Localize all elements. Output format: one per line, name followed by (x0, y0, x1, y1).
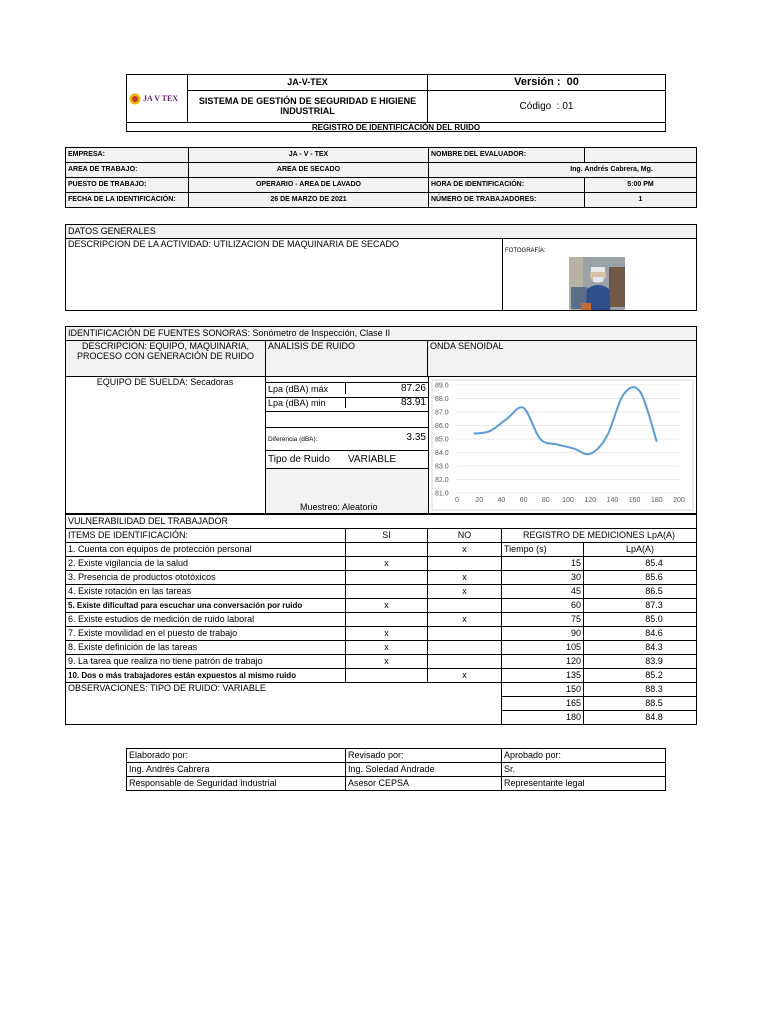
activity-description: DESCRIPCION DE LA ACTIVIDAD: UTILIZACION DE MAQUINARIA DE SECADO (66, 239, 503, 311)
item-no (428, 557, 502, 571)
item-si: x (346, 557, 428, 571)
elaborado-name: Ing. Andrés Cabrera (127, 763, 346, 777)
measurement-time: 75 (502, 613, 584, 627)
measurement-time: 150 (502, 683, 584, 697)
diff-row (266, 427, 428, 451)
sources-desc-header: DESCRIPCION: EQUIPO, MAQUINARIA, PROCESO CON GENERACIÓN DE RUIDO (66, 341, 266, 377)
vulnerability-title: VULNERABILIDAD DEL TRABAJADOR (66, 515, 697, 529)
trabajadores-label: NÚMERO DE TRABAJADORES: (429, 193, 585, 208)
measurement-lpa: 84.6 (584, 627, 697, 641)
type-row (266, 450, 428, 469)
analysis-header: ANALISIS DE RUIDO (266, 341, 428, 377)
revisado-role: Asesor CEPSA (346, 777, 502, 791)
logo-cell (127, 75, 188, 123)
observations: OBSERVACIONES: TIPO DE RUIDO: VARIABLE (66, 683, 502, 725)
item-text: 9. La tarea que realiza no tiene patrón de trabajo (66, 655, 346, 669)
type-value: VARIABLE (348, 454, 397, 465)
aprobado-label: Aprobado por: (502, 749, 666, 763)
y-tick-label: 87.0 (435, 409, 449, 417)
si-header: SI (346, 529, 428, 543)
code-label: Código : 01 (428, 91, 666, 123)
measurement-time: 45 (502, 585, 584, 599)
vulnerability-row (66, 627, 697, 641)
measurement-lpa: 84.3 (584, 641, 697, 655)
item-no: x (428, 669, 502, 683)
measurement-time: 120 (502, 655, 584, 669)
item-text: 8. Existe definición de las tareas (66, 641, 346, 655)
x-tick-label: 40 (497, 497, 506, 504)
item-text: 1. Cuenta con equipos de protección personal (66, 543, 346, 557)
evaluador-label: NOMBRE DEL EVALUADOR: (429, 148, 585, 163)
lpa-max-value: 87.26 (345, 383, 426, 394)
vulnerability-table (65, 514, 697, 725)
lpa-max-label: Lpa (dBA) máx (268, 384, 329, 394)
item-si: x (346, 641, 428, 655)
y-tick-label: 84.0 (435, 450, 449, 457)
vulnerability-row (66, 641, 697, 655)
y-tick-label: 85.0 (435, 436, 449, 444)
item-si (346, 571, 428, 585)
x-tick-label: 60 (519, 497, 528, 504)
x-tick-label: 200 (673, 497, 685, 504)
item-text: 3. Presencia de productos ototóxicos (66, 571, 346, 585)
hora-label: HORA DE IDENTIFICACIÓN: (429, 178, 585, 193)
measurement-lpa: 87.3 (584, 599, 697, 613)
vulnerability-row (66, 571, 697, 585)
version-label: Versión : 00 (428, 75, 666, 91)
elaborado-role: Responsable de Seguridad Industrial (127, 777, 346, 791)
vulnerability-row (66, 557, 697, 571)
y-tick-label: 83.0 (435, 463, 449, 471)
sources-title: IDENTIFICACIÓN DE FUENTES SONORAS: Sonómetro de Inspección, Clase II (66, 327, 697, 341)
observation-row (66, 683, 697, 697)
sine-wave-chart-svg (429, 377, 696, 513)
revisado-label: Revisado por: (346, 749, 502, 763)
registro-header: REGISTRO DE MEDICIONES LpA(A) (502, 529, 697, 543)
x-tick-label: 160 (628, 497, 641, 504)
item-no (428, 599, 502, 613)
item-no: x (428, 585, 502, 599)
sources-table (65, 326, 697, 377)
measurement-lpa: 85.0 (584, 613, 697, 627)
aprobado-name: Sr. (502, 763, 666, 777)
item-si: x (346, 599, 428, 613)
worker-photo-image (569, 257, 625, 311)
signatures-table (126, 748, 666, 791)
lpa-min-row (266, 397, 428, 412)
item-si (346, 613, 428, 627)
item-si (346, 585, 428, 599)
evaluador-empty (585, 148, 697, 163)
type-label: Tipo de Ruido (268, 454, 330, 465)
general-data-table (65, 224, 697, 311)
sampling-area (266, 469, 428, 513)
lpa-header: LpA(A) (584, 543, 697, 557)
puesto-label: PUESTO DE TRABAJO: (66, 178, 189, 193)
measurement-lpa: 85.6 (584, 571, 697, 585)
item-si: x (346, 627, 428, 641)
item-no (428, 655, 502, 669)
diff-label: Diferencia (dBA): (268, 436, 318, 443)
y-tick-label: 81.0 (435, 490, 449, 498)
aprobado-role: Representante legal (502, 777, 666, 791)
worker-photo (569, 257, 625, 311)
measurement-time: 90 (502, 627, 584, 641)
measurement-time: 60 (502, 599, 584, 613)
fecha-value: 26 DE MARZO DE 2021 (189, 193, 429, 208)
x-tick-label: 180 (650, 497, 663, 504)
item-text: 10. Dos o más trabajadores están expuestos al mismo ruido (66, 669, 346, 683)
x-tick-label: 120 (584, 497, 597, 504)
vulnerability-row (66, 599, 697, 613)
area-label: AREA DE TRABAJO: (66, 163, 189, 178)
lpa-min-label: Lpa (dBA) min (268, 398, 326, 408)
wave-header: ONDA SENOIDAL (428, 341, 697, 377)
general-title: DATOS GENERALES (66, 225, 697, 239)
vulnerability-row (66, 585, 697, 599)
x-tick-label: 80 (541, 497, 550, 504)
elaborado-label: Elaborado por: (127, 749, 346, 763)
trabajadores-value: 1 (585, 193, 697, 208)
logo-mark-icon (129, 92, 141, 106)
measurement-lpa: 84.8 (584, 711, 697, 725)
vulnerability-row (66, 669, 697, 683)
lpa-min-value: 83.91 (345, 397, 426, 408)
photo-label: FOTOGRAFÍA: (505, 248, 546, 254)
revisado-name: Ing. Soledad Andrade (346, 763, 502, 777)
sampling-label: Muestreo: Aleatorio (300, 502, 378, 512)
info-table (65, 147, 697, 208)
item-text: 6. Existe estudios de medición de ruido laboral (66, 613, 346, 627)
vulnerability-row (66, 543, 697, 557)
evaluador-value: Ing. Andrés Cabrera, Mg. (429, 163, 697, 178)
item-no (428, 641, 502, 655)
item-no: x (428, 543, 502, 557)
item-no (428, 627, 502, 641)
system-title: SISTEMA DE GESTIÓN DE SEGURIDAD E HIGIENE INDUSTRIAL (188, 91, 428, 123)
area-value: AREA DE SECADO (189, 163, 429, 178)
no-header: NO (428, 529, 502, 543)
item-si: x (346, 655, 428, 669)
photo-cell (503, 239, 697, 311)
vulnerability-row (66, 655, 697, 669)
vulnerability-row (66, 613, 697, 627)
diff-value: 3.35 (406, 432, 426, 443)
x-tick-label: 0 (455, 497, 459, 504)
y-tick-label: 86.0 (435, 423, 449, 430)
equipment-name: EQUIPO DE SUELDA: Secadoras (96, 377, 234, 387)
analysis-panel (265, 377, 428, 513)
item-text: 7. Existe movilidad en el puesto de trabajo (66, 627, 346, 641)
hora-value: 5:00 PM (585, 178, 697, 193)
measurement-time: 30 (502, 571, 584, 585)
measurement-lpa: 85.4 (584, 557, 697, 571)
item-text: 2. Existe vigilancia de la salud (66, 557, 346, 571)
y-tick-label: 88.0 (435, 396, 449, 403)
fecha-label: FECHA DE LA IDENTIFICACIÓN: (66, 193, 189, 208)
empresa-label: EMPRESA: (66, 148, 189, 163)
logo-text: JA V TEX (143, 93, 179, 103)
x-tick-label: 100 (562, 497, 574, 504)
measurement-lpa: 85.2 (584, 669, 697, 683)
item-text: 4. Existe rotación en las tareas (66, 585, 346, 599)
tiempo-header: Tiempo (s) (502, 543, 584, 557)
empresa-value: JA - V - TEX (189, 148, 429, 163)
y-tick-label: 82.0 (435, 477, 449, 484)
measurement-time: 135 (502, 669, 584, 683)
item-text: 5. Existe dificultad para escuchar una conversación por ruido (66, 599, 346, 613)
item-si (346, 669, 428, 683)
company-logo (129, 92, 185, 106)
puesto-value: OPERARIO - AREA DE LAVADO (189, 178, 429, 193)
form-header (126, 74, 666, 132)
x-tick-label: 140 (606, 497, 619, 504)
item-no: x (428, 613, 502, 627)
measurement-time: 165 (502, 697, 584, 711)
sine-wave-chart (428, 377, 696, 513)
measurement-time: 105 (502, 641, 584, 655)
item-no: x (428, 571, 502, 585)
measurement-time: 15 (502, 557, 584, 571)
measurement-time: 180 (502, 711, 584, 725)
measurement-lpa: 83.9 (584, 655, 697, 669)
measurement-lpa: 88.5 (584, 697, 697, 711)
y-tick-label: 89.0 (435, 382, 449, 390)
item-si (346, 543, 428, 557)
lpa-max-row (266, 382, 428, 398)
items-header: ITEMS DE IDENTIFICACIÓN: (66, 529, 346, 543)
form-title: REGISTRO DE IDENTIFICACIÓN DEL RUIDO (127, 123, 666, 132)
x-tick-label: 20 (475, 497, 484, 504)
company-code: JA-V-TEX (188, 75, 428, 91)
measurement-lpa: 88.3 (584, 683, 697, 697)
measurement-lpa: 86.5 (584, 585, 697, 599)
